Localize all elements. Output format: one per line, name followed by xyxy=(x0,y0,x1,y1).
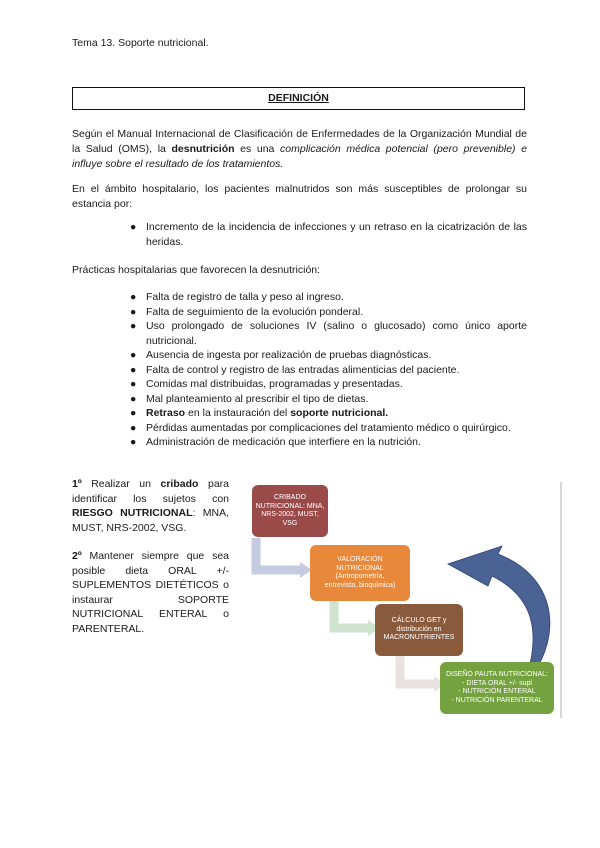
list-item: ● Retraso en la instauración del soporte nutricional. xyxy=(130,407,389,419)
list-item: ● Ausencia de ingesta por realización de pruebas diagnósticas. xyxy=(130,349,432,361)
node-calculo: CÁLCULO GET y distribución en MACRONUTRIENTES xyxy=(375,604,463,656)
bent-arrow-3 xyxy=(400,654,436,684)
bullet-icon: ● xyxy=(130,305,137,318)
intro-bold-desnutricion: desnutrición xyxy=(171,143,235,155)
node-diseno: DISEÑO PAUTA NUTRICIONAL: - DIETA ORAL +/- supl - NUTRICIÓN ENTERAL - NUTRICIÓN PARENTERAL xyxy=(440,662,554,714)
nutrition-process-diagram xyxy=(232,478,564,720)
bullet-icon: ● xyxy=(130,407,137,419)
practices-intro: Prácticas hospitalarias que favorecen la desnutrición: xyxy=(72,264,321,276)
intro-text-2: es una xyxy=(234,143,281,155)
hospital-bullet-list xyxy=(130,220,527,250)
bullet-icon: ● xyxy=(130,291,137,303)
return-arrow xyxy=(448,546,550,666)
bullet-icon: ● xyxy=(130,421,137,434)
bullet-icon: ● xyxy=(130,363,137,376)
list-item: ● Incremento de la incidencia de infecciones y un retraso en la cicatrización de las heridas. xyxy=(130,221,527,248)
step-1-text: 1º Realizar un cribado para identificar los sujetos con RIESGO NUTRICIONAL: MNA, MUST, NRS-2002, VSG. xyxy=(72,478,229,534)
bent-arrow-2 xyxy=(334,598,370,628)
list-item: ● Falta de seguimiento de la evolución ponderal. xyxy=(130,305,364,318)
bullet-icon: ● xyxy=(130,378,137,390)
list-item: ● Mal planteamiento al prescribir el tipo de dietas. xyxy=(130,392,369,405)
list-item: ● Falta de control y registro de las entradas alimenticias del paciente. xyxy=(130,363,460,376)
bent-arrow-1 xyxy=(256,538,302,570)
section-title-box xyxy=(72,87,525,110)
page-header: Tema 13. Soporte nutricional. xyxy=(72,37,209,49)
list-item: ● Uso prolongado de soluciones IV (salino o glucosado) como único aporte nutricional. xyxy=(130,320,527,347)
intro-text-1: Según el Manual Internacional de Clasificación de Enfermedades de la Organización Mundial de la Salud (OMS), la xyxy=(72,128,527,155)
list-item: ● Pérdidas aumentadas por complicaciones del tratamiento médico o quirúrgico. xyxy=(130,421,511,434)
intro-italic: complicación médica potencial (pero prevenible) e influye sobre el resultado de los tratamientos. xyxy=(72,143,527,170)
section-title: DEFINICIÓN xyxy=(268,92,329,104)
bullet-icon: ● xyxy=(130,221,137,233)
list-item: ● Comidas mal distribuidas, programadas y presentadas. xyxy=(130,378,403,390)
bullet-icon: ● xyxy=(130,392,137,405)
bullet-icon: ● xyxy=(130,436,137,448)
list-item: ● Administración de medicación que interfiere en la nutrición. xyxy=(130,436,421,448)
intro-paragraph xyxy=(72,127,527,172)
list-item: ● Falta de registro de talla y peso al ingreso. xyxy=(130,291,344,303)
bullet-icon: ● xyxy=(130,320,137,332)
practices-list xyxy=(130,290,527,450)
step-2-text: 2º Mantener siempre que sea posible dieta ORAL +/- SUPLEMENTOS DIETÉTICOS o instaurar SOPORTE NUTRICIONAL ENTERAL o PARENTERAL. xyxy=(72,550,229,635)
node-valoracion: VALORACIÓN NUTRICIONAL (Antropometría, entrevista, bioquímica) xyxy=(310,545,410,601)
hospital-paragraph: En el ámbito hospitalario, los pacientes malnutridos son más susceptibles de prolongar su estancia por: xyxy=(72,183,527,210)
bullet-icon: ● xyxy=(130,349,137,361)
node-cribado: CRIBADO NUTRICIONAL: MNA, NRS-2002, MUST, VSG xyxy=(252,485,328,537)
